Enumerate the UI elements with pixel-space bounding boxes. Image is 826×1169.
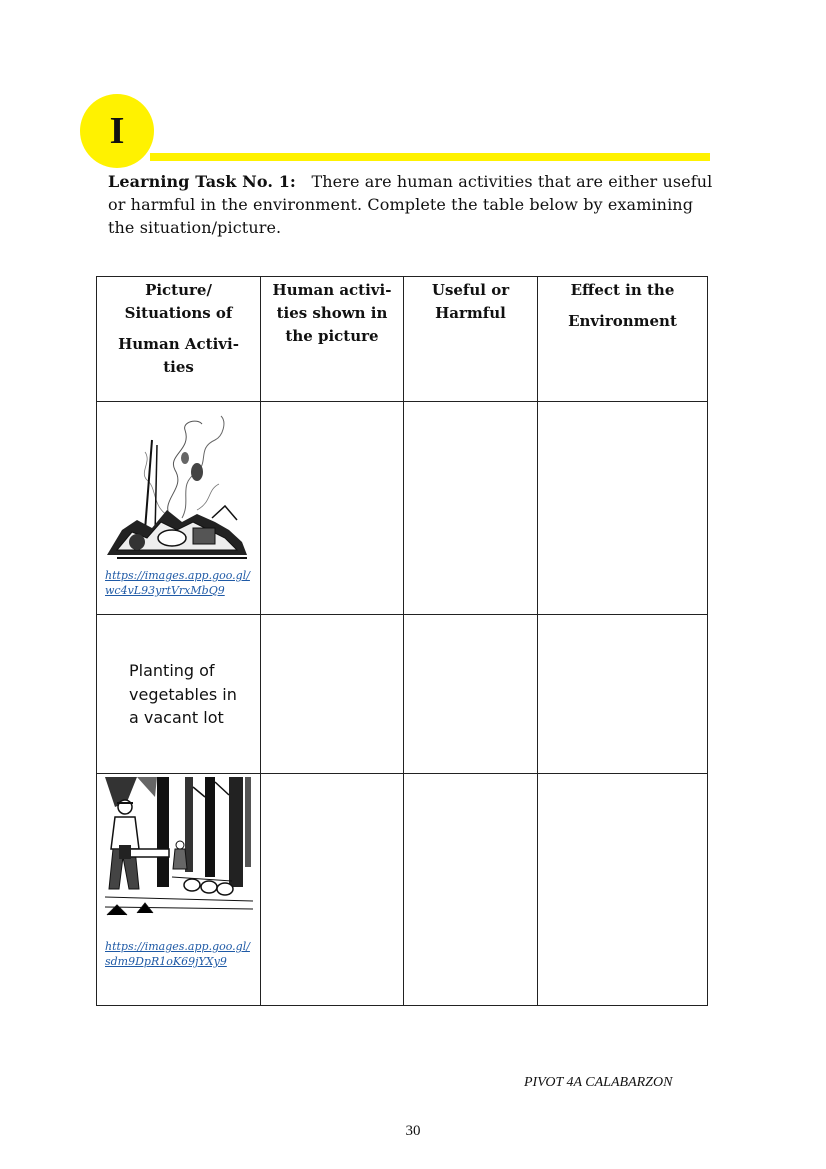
situation-cell: [97, 615, 261, 774]
answer-cell-activity[interactable]: [261, 774, 404, 1006]
table-row: [97, 615, 708, 774]
activity-table: [96, 276, 708, 1006]
logging-trees-illustration: [97, 777, 259, 919]
section-divider-bar: [150, 153, 710, 161]
answer-cell-activity[interactable]: [261, 402, 404, 615]
table-row: [97, 774, 708, 1006]
situation-text: Planting of vegetables in a vacant lot: [129, 661, 237, 727]
header-effect-environment: Effect in the Environment: [538, 277, 708, 402]
table-header-row: [97, 277, 708, 402]
section-letter: I: [109, 110, 125, 152]
answer-cell-effect[interactable]: [538, 402, 708, 615]
picture-cell: [97, 774, 261, 1006]
task-intro: [108, 170, 718, 239]
burning-trash-illustration: [97, 410, 259, 568]
footer-label: PIVOT 4A CALABARZON: [524, 1075, 673, 1090]
task-instructions: There are human activities that are either useful or harmful in the environment. Complete the table below by examining the situation/picture.: [108, 172, 713, 237]
table-row: [97, 402, 708, 615]
answer-cell-useful-harmful[interactable]: [404, 615, 538, 774]
header-human-activities: Human activi-ties shown in the picture: [261, 277, 404, 402]
task-label: Learning Task No. 1:: [108, 172, 296, 191]
header-picture-situation: Picture/ Situations of Human Activi- ties: [97, 277, 261, 402]
answer-cell-useful-harmful[interactable]: [404, 774, 538, 1006]
answer-cell-useful-harmful[interactable]: [404, 402, 538, 615]
answer-cell-effect[interactable]: [538, 774, 708, 1006]
answer-cell-effect[interactable]: [538, 615, 708, 774]
picture-cell: [97, 402, 261, 615]
image-source-link[interactable]: https://images.app.goo.gl/ sdm9DpR1oK69jYXy9: [105, 940, 250, 968]
page-number: 30: [405, 1123, 421, 1139]
answer-cell-activity[interactable]: [261, 615, 404, 774]
image-source-link[interactable]: https://images.app.goo.gl/ wc4vL93yrtVrxMbQ9: [105, 569, 250, 597]
section-badge: [80, 94, 154, 168]
header-useful-harmful: Useful or Harmful: [404, 277, 538, 402]
